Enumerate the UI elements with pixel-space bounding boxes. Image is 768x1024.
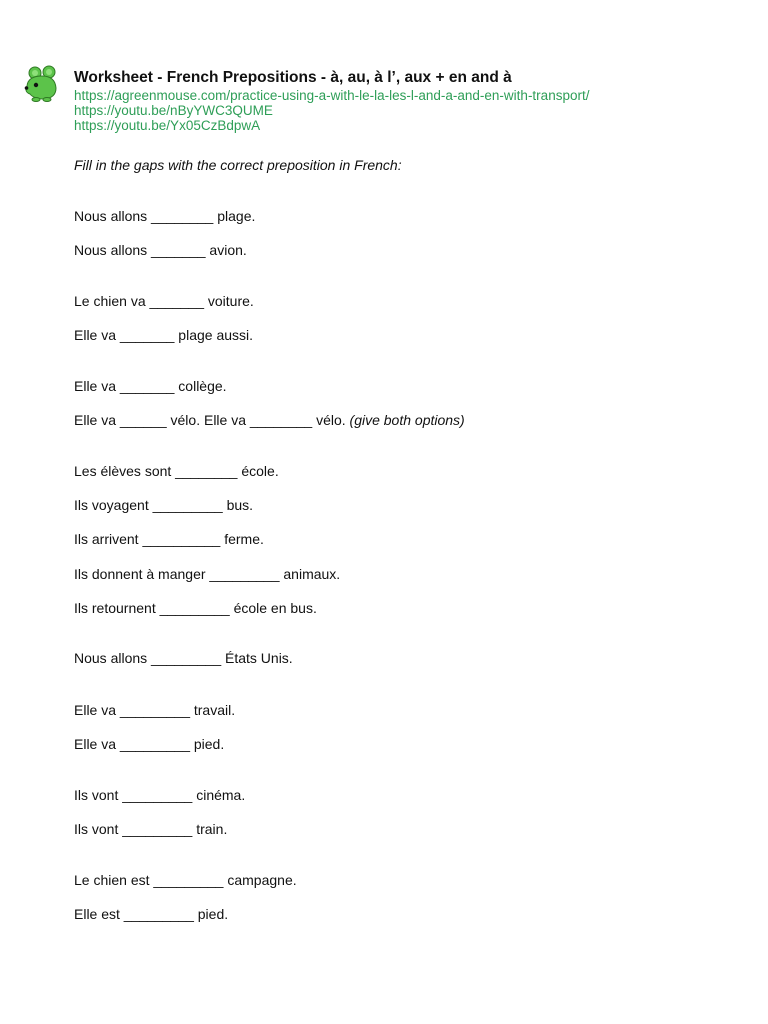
exercise-text: Ils retournent _________ école en bus.: [74, 600, 317, 616]
exercise-text: Ils vont _________ cinéma.: [74, 787, 246, 803]
green-mouse-logo-icon: [22, 64, 62, 104]
exercise-line: [74, 650, 293, 666]
exercise-text: Elle est _________ pied.: [74, 906, 229, 922]
exercise-text: Ils voyagent _________ bus.: [74, 497, 254, 513]
exercise-line: [74, 872, 297, 888]
exercise-text: Le chien va _______ voiture.: [74, 293, 254, 309]
exercise-text: Le chien est _________ campagne.: [74, 872, 297, 888]
exercise-line: [74, 412, 465, 428]
exercise-line: [74, 787, 245, 803]
exercise-text: Nous allons _______ avion.: [74, 242, 247, 258]
exercise-line: [74, 736, 224, 752]
exercise-note: (give both options): [349, 412, 465, 428]
exercise-text: Ils donnent à manger _________ animaux.: [74, 566, 341, 582]
exercise-text: Elle va _________ pied.: [74, 736, 225, 752]
exercise-line: [74, 702, 235, 718]
exercise-line: [74, 600, 317, 616]
exercise-line: [74, 293, 254, 309]
exercise-line: [74, 497, 253, 513]
exercise-text: Nous allons _________ États Unis.: [74, 650, 293, 666]
exercise-line: [74, 821, 227, 837]
exercise-text: Elle va ______ vélo. Elle va ________ vélo.: [74, 412, 346, 428]
exercise-line: [74, 378, 227, 394]
exercise-line: [74, 531, 264, 547]
link-youtube-1[interactable]: https://youtu.be/nByYWC3QUME: [74, 103, 273, 118]
exercise-text: Ils vont _________ train.: [74, 821, 228, 837]
exercise-line: [74, 327, 253, 343]
instruction-text: Fill in the gaps with the correct preposition in French:: [74, 157, 402, 173]
exercise-line: [74, 906, 228, 922]
link-agreenmouse[interactable]: https://agreenmouse.com/practice-using-a-with-le-la-les-l-and-a-and-en-with-transport/: [74, 88, 590, 103]
exercise-line: [74, 208, 255, 224]
worksheet-header: [74, 68, 589, 133]
exercise-line: [74, 242, 247, 258]
exercise-text: Nous allons ________ plage.: [74, 208, 256, 224]
exercise-text: Elle va _______ plage aussi.: [74, 327, 254, 343]
exercise-text: Ils arrivent __________ ferme.: [74, 531, 264, 547]
page-title: Worksheet - French Prepositions - à, au, à l’, aux + en and à: [74, 69, 512, 86]
exercise-text: Elle va _________ travail.: [74, 702, 236, 718]
exercise-line: [74, 463, 279, 479]
link-youtube-2[interactable]: https://youtu.be/Yx05CzBdpwA: [74, 118, 261, 133]
exercise-text: Elle va _______ collège.: [74, 378, 227, 394]
exercise-text: Les élèves sont ________ école.: [74, 463, 279, 479]
exercise-line: [74, 566, 340, 582]
